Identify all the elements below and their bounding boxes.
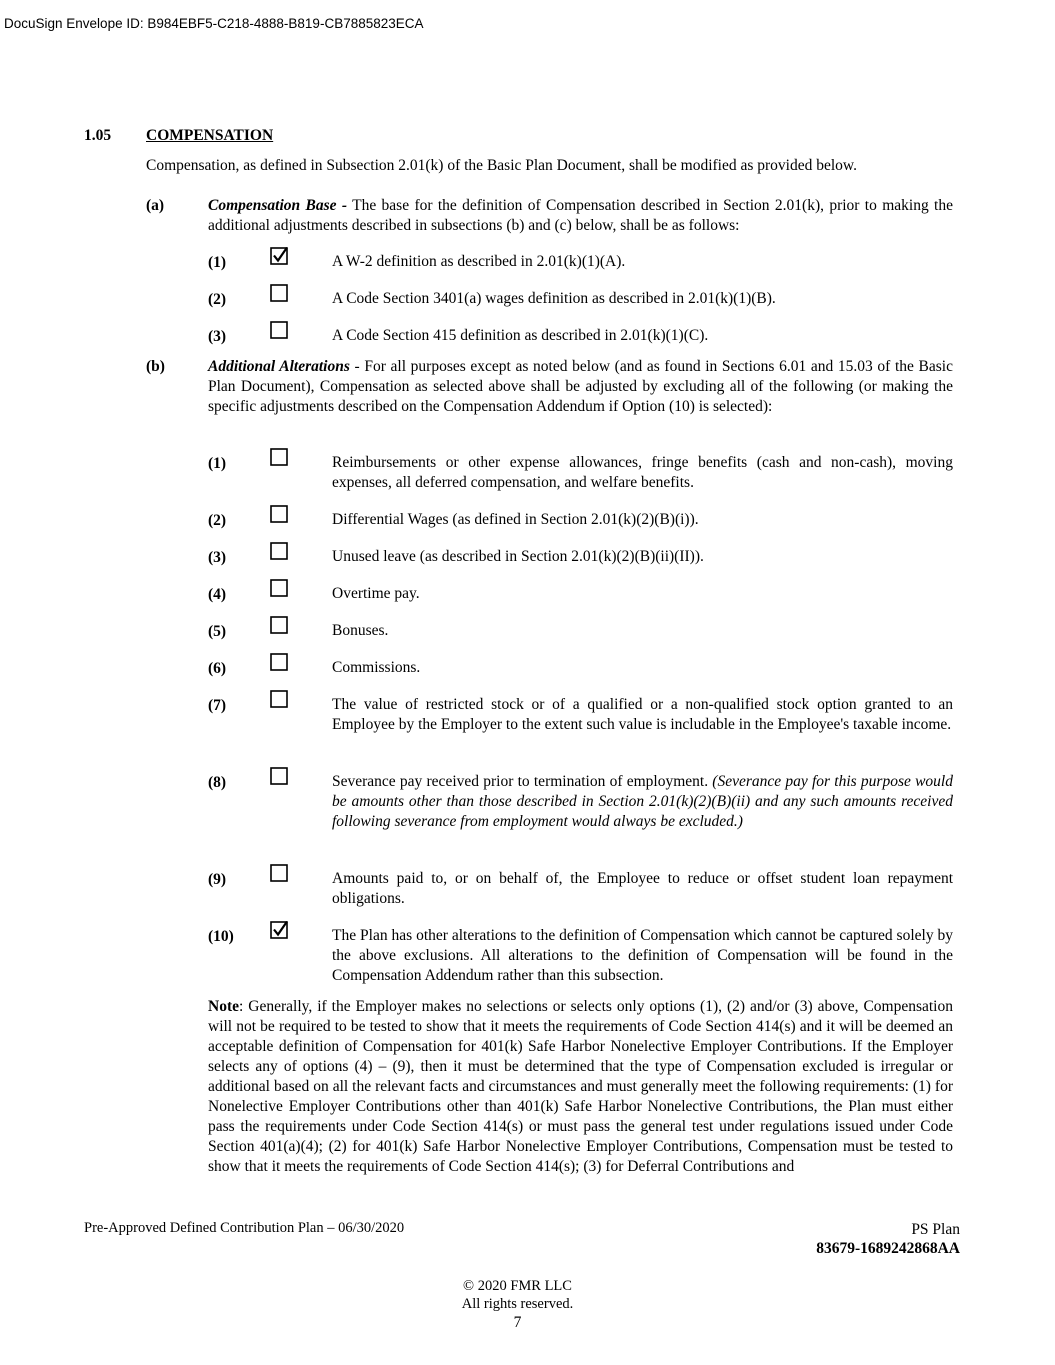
subsection-a-body: The base for the definition of Compensation described in Section 2.01(k), prior to making the additional adjustments described in subsections (b) and (c) below, shall be as follows:: [208, 197, 953, 234]
unchecked-checkbox[interactable]: [270, 616, 288, 634]
unchecked-checkbox[interactable]: [270, 653, 288, 671]
subsection-b-label: (b): [146, 358, 165, 375]
option-number: (1): [208, 455, 227, 472]
section-intro: Compensation, as defined in Subsection 2.01(k) of the Basic Plan Document, shall be modified as provided below.: [146, 157, 857, 174]
option-text-main: Overtime pay.: [332, 585, 420, 602]
option-number: (6): [208, 660, 227, 677]
option-number: (4): [208, 586, 227, 603]
subsection-a-label: (a): [146, 197, 165, 214]
subsection-b-lead: Additional Alterations: [208, 358, 350, 375]
option-text-main: A Code Section 3401(a) wages definition as described in 2.01(k)(1)(B).: [332, 290, 776, 307]
option-text: [332, 510, 953, 530]
option-number: (10): [208, 928, 234, 945]
section-title: COMPENSATION: [146, 127, 274, 144]
footer-rights: All rights reserved.: [461, 1296, 574, 1312]
footer-plan-id: 83679-1689242868AA: [816, 1240, 960, 1257]
unchecked-checkbox[interactable]: [270, 448, 288, 466]
option-text: [332, 772, 953, 832]
checked-checkbox[interactable]: [270, 921, 288, 939]
option-number: (8): [208, 774, 227, 791]
option-text-main: Severance pay received prior to termination of employment.: [332, 773, 713, 790]
unchecked-checkbox[interactable]: [270, 542, 288, 560]
subsection-a-lead: Compensation Base -: [208, 197, 348, 214]
option-text: [332, 695, 953, 735]
option-text-main: The Plan has other alterations to the definition of Compensation which cannot be captured solely by the above exclusions. All alterations to the definition of Compensation will be found in the Compensation Addendum rather than this subsection.: [332, 927, 953, 984]
option-text-main: Amounts paid to, or on behalf of, the Employee to reduce or offset student loan repayment obligations.: [332, 870, 953, 907]
option-text-main: Commissions.: [332, 659, 421, 676]
option-text-main: Unused leave (as described in Section 2.01(k)(2)(B)(ii)(II)).: [332, 548, 704, 565]
option-text: [332, 621, 953, 641]
option-text: [332, 658, 953, 678]
footer-plan-date: Pre-Approved Defined Contribution Plan – 06/30/2020: [84, 1220, 405, 1236]
option-number: (2): [208, 512, 227, 529]
unchecked-checkbox[interactable]: [270, 767, 288, 785]
option-text: [332, 869, 953, 909]
unchecked-checkbox[interactable]: [270, 579, 288, 597]
checked-checkbox[interactable]: [270, 247, 288, 265]
page-number: 7: [513, 1314, 522, 1331]
note-text: : Generally, if the Employer makes no selections or selects only options (1), (2) and/or (3) above, Compensation will not be required to be tested to show that it meets the requirements of Code Section 414(s) and it will be deemed an acceptable definition of Compensation for 401(k) Safe Harbor Nonelective Employer Contributions. If the Employer selects any of options (4) – (9), then it must be determined that the type of Compensation excluded is irregular or additional based on all the relevant facts and circumstances and must generally meet the following requirements: (1) for Nonelective Employer Contributions other than 401(k) Safe Harbor Nonelective Contributions, the Plan must either pass the requirements under Code Section 414(s) or must pass the general test under regulations issued under Code Section 401(a)(4); (2) for 401(k) Safe Harbor Nonelective Employer Contributions, Compensation must be tested to show that it meets the requirements of Code Section 414(s); (3) for Deferral Contributions and: [208, 998, 953, 1175]
option-number: (1): [208, 254, 227, 271]
option-text: [332, 453, 953, 493]
option-number: (9): [208, 871, 227, 888]
footer-copyright: © 2020 FMR LLC: [463, 1278, 572, 1294]
unchecked-checkbox[interactable]: [270, 505, 288, 523]
unchecked-checkbox[interactable]: [270, 321, 288, 339]
option-text: [332, 547, 953, 567]
option-text: [332, 326, 953, 346]
subsection-b-body: - For all purposes except as noted below (and as found in Sections 6.01 and 15.03 of the Basic Plan Document), Compensation as selected above shall be adjusted by excluding all of the following (or making the specific adjustments described on the Compensation Addendum if Option (10) is selected):: [208, 358, 953, 415]
option-text-italic: (Severance pay for this purpose would be amounts other than those described in Section 2.01(k)(2)(B)(ii) and any such amounts received following severance from employment would always be excluded.): [332, 773, 953, 830]
option-number: (5): [208, 623, 227, 640]
option-text: [332, 252, 953, 272]
option-text-main: A W-2 definition as described in 2.01(k)(1)(A).: [332, 253, 626, 270]
option-number: (2): [208, 291, 227, 308]
option-text: [332, 584, 953, 604]
option-text: [332, 289, 953, 309]
note-paragraph: [208, 997, 953, 1177]
option-text: [332, 926, 953, 986]
option-text-main: Bonuses.: [332, 622, 389, 639]
option-text-main: The value of restricted stock or of a qualified or a non-qualified stock option granted to an Employee by the Employer to the extent such value is includable in the Employee's taxable income.: [332, 696, 953, 733]
note-label: Note: [208, 998, 239, 1015]
option-text-main: Reimbursements or other expense allowances, fringe benefits (cash and non-cash), moving expenses, all deferred compensation, and welfare benefits.: [332, 454, 953, 491]
section-number: 1.05: [84, 127, 112, 144]
subsection-a-text: [208, 196, 953, 236]
option-text-main: Differential Wages (as defined in Section 2.01(k)(2)(B)(i)).: [332, 511, 699, 528]
envelope-id: DocuSign Envelope ID: B984EBF5-C218-4888-B819-CB7885823ECA: [4, 16, 424, 31]
option-number: (3): [208, 328, 227, 345]
option-number: (7): [208, 697, 227, 714]
unchecked-checkbox[interactable]: [270, 284, 288, 302]
option-text-main: A Code Section 415 definition as described in 2.01(k)(1)(C).: [332, 327, 709, 344]
option-number: (3): [208, 549, 227, 566]
unchecked-checkbox[interactable]: [270, 864, 288, 882]
footer-plan-type: PS Plan: [911, 1221, 960, 1238]
unchecked-checkbox[interactable]: [270, 690, 288, 708]
subsection-b-text: [208, 357, 953, 417]
